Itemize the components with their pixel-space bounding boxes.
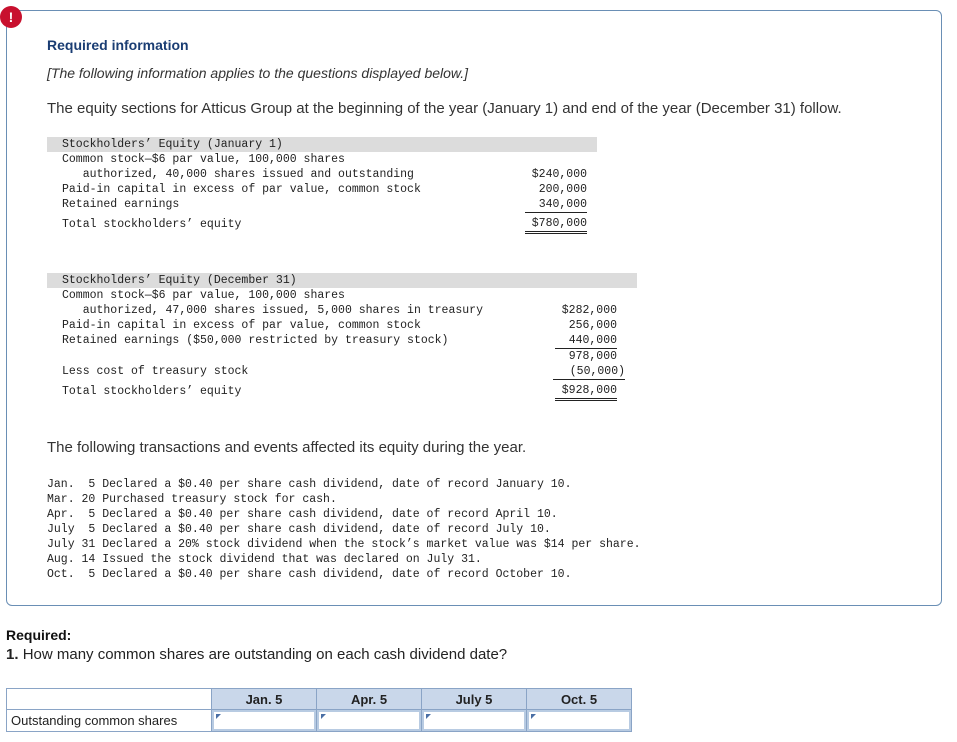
equity-total-amount: $780,000: [525, 216, 587, 234]
column-header-july-5: July 5: [422, 689, 527, 710]
answer-table-row: [7, 710, 632, 732]
transactions-list: [47, 477, 641, 582]
transaction-item: Mar. 20 Purchased treasury stock for cash.: [47, 493, 337, 506]
equity-amount: 200,000: [538, 183, 587, 196]
question-number: 1.: [6, 646, 19, 663]
column-header-oct-5: Oct. 5: [527, 689, 632, 710]
equity-amount: $240,000: [531, 168, 587, 181]
transactions-intro-text: The following transactions and events affected its equity during the year.: [47, 439, 527, 456]
transaction-item: Jan. 5 Declared a $0.40 per share cash dividend, date of record January 10.: [47, 478, 572, 491]
answer-input-jan-5[interactable]: [212, 710, 316, 731]
equity-intro-text: The equity sections for Atticus Group at the beginning of the year (January 1) and end of the year (December 31) follow.: [47, 100, 842, 117]
equity-table-december: [47, 273, 637, 408]
equity-line: Common stock—$6 par value, 100,000 shares: [62, 289, 345, 302]
equity-amount: 978,000: [568, 350, 617, 363]
equity-line: Retained earnings: [62, 198, 180, 211]
equity-total-amount: $928,000: [555, 383, 617, 401]
answer-cell-jan-5[interactable]: [212, 710, 317, 732]
equity-line: Retained earnings ($50,000 restricted by treasury stock): [62, 334, 449, 347]
equity-amount: $282,000: [561, 304, 617, 317]
answer-cell-apr-5[interactable]: [317, 710, 422, 732]
question-body: How many common shares are outstanding on each cash dividend date?: [22, 646, 508, 663]
required-info-title: Required information: [47, 37, 189, 53]
equity-total-label: Total stockholders’ equity: [62, 218, 242, 231]
equity-table-january: [47, 137, 597, 237]
equity-amount: (50,000): [553, 364, 625, 380]
answer-cell-july-5[interactable]: [422, 710, 527, 732]
answer-input-apr-5[interactable]: [317, 710, 421, 731]
transaction-item: July 31 Declared a 20% stock dividend when the stock’s market value was $14 per share.: [47, 538, 641, 551]
equity-amount: 440,000: [555, 333, 617, 349]
exclamation-icon: !: [0, 6, 22, 28]
equity-amount: 340,000: [525, 197, 587, 213]
transaction-item: Oct. 5 Declared a $0.40 per share cash dividend, date of record October 10.: [47, 568, 572, 581]
equity-line: authorized, 40,000 shares issued and outstanding: [62, 168, 414, 181]
equity-amount: 256,000: [568, 319, 617, 332]
equity-line: Paid-in capital in excess of par value, common stock: [62, 319, 421, 332]
question-text: [6, 646, 507, 663]
answer-table-header-row: [7, 689, 632, 710]
equity-line: Paid-in capital in excess of par value, common stock: [62, 183, 421, 196]
transaction-item: Apr. 5 Declared a $0.40 per share cash dividend, date of record April 10.: [47, 508, 558, 521]
equity-total-label: Total stockholders’ equity: [62, 385, 242, 398]
transaction-item: July 5 Declared a $0.40 per share cash dividend, date of record July 10.: [47, 523, 551, 536]
column-header-apr-5: Apr. 5: [317, 689, 422, 710]
row-label-outstanding-shares: Outstanding common shares: [7, 710, 212, 732]
answer-input-oct-5[interactable]: [527, 710, 631, 731]
required-info-subtitle: [The following information applies to the questions displayed below.]: [47, 65, 469, 81]
equity-line: Less cost of treasury stock: [62, 365, 249, 378]
equity-line: Common stock—$6 par value, 100,000 shares: [62, 153, 345, 166]
answer-table: [6, 688, 632, 732]
answer-input-july-5[interactable]: [422, 710, 526, 731]
answer-table-corner: [7, 689, 212, 710]
transaction-item: Aug. 14 Issued the stock dividend that was declared on July 31.: [47, 553, 482, 566]
required-label: Required:: [6, 627, 72, 643]
equity-line: authorized, 47,000 shares issued, 5,000 shares in treasury: [62, 304, 483, 317]
equity-table-header: Stockholders’ Equity (January 1): [47, 137, 597, 152]
column-header-jan-5: Jan. 5: [212, 689, 317, 710]
answer-cell-oct-5[interactable]: [527, 710, 632, 732]
equity-table-header: Stockholders’ Equity (December 31): [47, 273, 637, 288]
